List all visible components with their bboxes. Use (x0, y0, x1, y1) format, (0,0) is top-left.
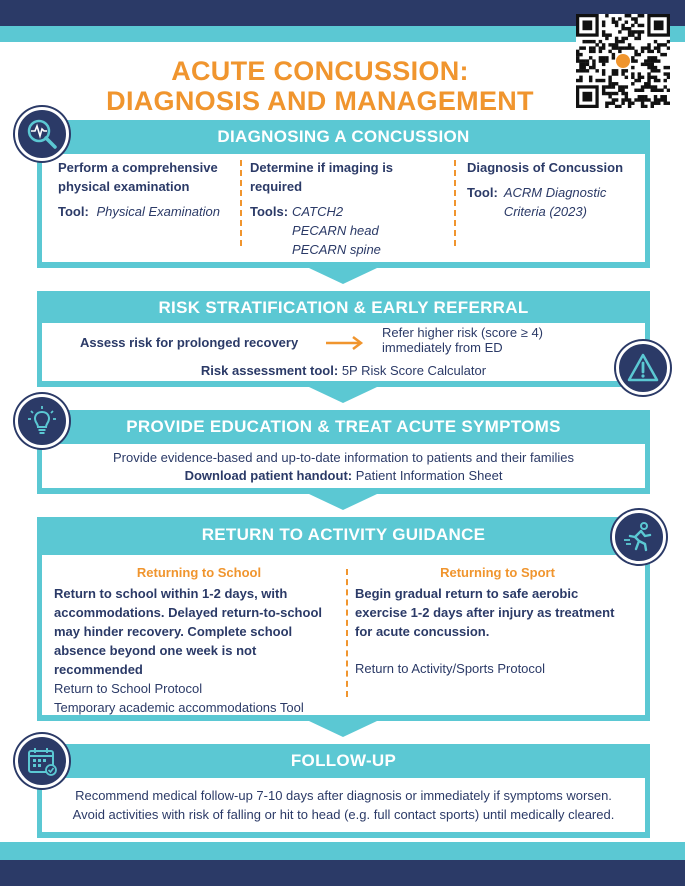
flow-arrow (309, 387, 377, 403)
followup-line1: Recommend medical follow-up 7-10 days after diagnosis or immediately if symptoms worsen. (75, 788, 612, 803)
education-body (42, 444, 645, 488)
page-title-line1: ACUTE CONCUSSION: (171, 56, 469, 86)
followup-heading: FOLLOW-UP (290, 751, 397, 770)
diagnosing-col-criteria (467, 158, 642, 221)
criteria-title: Diagnosis of Concussion (467, 160, 624, 175)
criteria-tool-link-line2[interactable]: Criteria (2023) (503, 204, 587, 219)
calendar-check-icon (15, 734, 69, 788)
followup-line2: Avoid activities with risk of falling or hit to head (e.g. full contact sports) until medically cleared. (72, 807, 615, 822)
tool-catch2-link[interactable]: CATCH2 (292, 204, 344, 219)
risk-tool-line (42, 361, 645, 380)
education-section (37, 410, 650, 494)
patient-info-sheet-link[interactable]: Patient Information Sheet (355, 468, 503, 483)
return-to-school-protocol-link[interactable]: Return to School Protocol (54, 681, 203, 696)
divider-dashed (240, 160, 242, 246)
academic-accommodations-tool-link[interactable]: Temporary academic accommodations Tool (54, 700, 304, 715)
education-download-label: Download patient handout: (184, 468, 353, 483)
risk-tool-link[interactable]: 5P Risk Score Calculator (341, 363, 487, 378)
criteria-tool-link-line1[interactable]: ACRM Diagnostic (503, 185, 607, 200)
page-title (60, 56, 580, 116)
running-person-icon (612, 510, 666, 564)
school-text-line2: accommodations. Delayed return-to-school (54, 605, 322, 620)
activity-body (42, 555, 645, 715)
risk-refer-text (382, 325, 543, 355)
bottom-navy-band (0, 860, 685, 886)
sport-text-line1: Begin gradual return to safe aerobic (355, 586, 579, 601)
diagnosing-body (42, 154, 645, 262)
qr-code-icon[interactable] (576, 14, 670, 108)
school-text-line4: absence beyond one week is not (54, 643, 257, 658)
bottom-teal-band (0, 842, 685, 860)
criteria-tool-label: Tool: (467, 185, 498, 200)
sport-title: Returning to Sport (440, 565, 555, 580)
risk-body (42, 323, 645, 381)
school-text-line1: Return to school within 1-2 days, with (54, 586, 288, 601)
followup-body (42, 778, 645, 832)
education-heading: PROVIDE EDUCATION & TREAT ACUTE SYMPTOMS (126, 417, 561, 436)
tool-pecarn-head-link[interactable]: PECARN head (292, 223, 379, 238)
exam-title-line1: Perform a comprehensive (58, 160, 218, 175)
diagnosing-col-exam (58, 158, 248, 221)
imaging-tools-label: Tools: (250, 204, 289, 219)
risk-refer-line2: immediately from ED (382, 340, 503, 355)
followup-section (37, 744, 650, 838)
warning-triangle-icon (616, 341, 670, 395)
tool-pecarn-spine-link[interactable]: PECARN spine (292, 242, 381, 257)
sport-text-line3: for acute concussion. (355, 624, 490, 639)
diagnosing-col-imaging (250, 158, 440, 259)
sport-column (355, 563, 640, 678)
school-title: Returning to School (136, 565, 262, 580)
sport-text-line2: exercise 1-2 days after injury as treatment (355, 605, 615, 620)
school-text-line3: may hinder recovery. Complete school (54, 624, 293, 639)
exam-tool-link[interactable]: Physical Examination (96, 204, 220, 219)
exam-tool-label: Tool: (58, 204, 89, 219)
imaging-title-line2: required (250, 179, 303, 194)
school-text-line5: recommended (54, 662, 143, 677)
activity-section (37, 517, 650, 721)
risk-section (37, 291, 650, 387)
flow-arrow (309, 268, 377, 284)
diagnosing-section (37, 120, 650, 268)
education-download-line (42, 466, 645, 485)
flow-arrow (309, 494, 377, 510)
education-line1: Provide evidence-based and up-to-date information to patients and their families (112, 450, 575, 465)
return-to-sports-protocol-link[interactable]: Return to Activity/Sports Protocol (355, 661, 546, 676)
risk-heading: RISK STRATIFICATION & EARLY REFERRAL (158, 298, 529, 317)
diagnosing-heading: DIAGNOSING A CONCUSSION (217, 127, 470, 146)
divider-dashed (454, 160, 456, 246)
activity-heading: RETURN TO ACTIVITY GUIDANCE (201, 525, 486, 544)
arrow-right-icon (324, 335, 366, 351)
risk-assess-text: Assess risk for prolonged recovery (80, 335, 299, 350)
school-column (54, 563, 344, 717)
exam-title-line2: physical examination (58, 179, 190, 194)
divider-dashed (346, 569, 348, 697)
magnifier-pulse-icon (15, 107, 69, 161)
risk-refer-line1: Refer higher risk (score ≥ 4) (382, 325, 544, 340)
imaging-title-line1: Determine if imaging is (250, 160, 394, 175)
flow-arrow (309, 721, 377, 737)
page-title-line2: DIAGNOSIS AND MANAGEMENT (106, 86, 534, 116)
risk-tool-label: Risk assessment tool: (200, 363, 339, 378)
lightbulb-icon (15, 394, 69, 448)
